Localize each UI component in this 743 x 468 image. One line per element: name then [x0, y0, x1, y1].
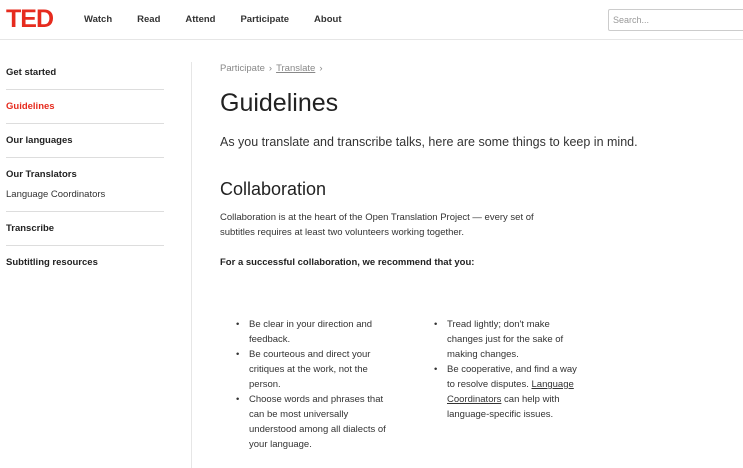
sidebar-item-transcribe[interactable] [6, 212, 164, 246]
sidebar-item-label: Get started [6, 67, 57, 78]
list-item-text: Be cooperative, and find a way to resolve disputes. [447, 364, 577, 390]
sidebar-item-label: Subtitling resources [6, 257, 98, 268]
section-title-collaboration: Collaboration [220, 179, 327, 199]
list-item-text: can help with language-specific issues. [447, 394, 560, 420]
sidebar-item-our-translators[interactable] [6, 158, 164, 212]
breadcrumb [220, 62, 720, 76]
breadcrumb-translate[interactable]: Translate [276, 63, 316, 74]
sidebar [6, 56, 164, 279]
sidebar-item-guidelines[interactable] [6, 90, 164, 124]
nav-read[interactable]: Read [137, 14, 161, 25]
main-nav [84, 14, 366, 26]
recommendation-lead: For a successful collaboration, we recommend that you: [220, 257, 475, 268]
nav-watch[interactable]: Watch [84, 14, 113, 25]
sidebar-item-label: Our languages [6, 135, 73, 146]
sidebar-item-subtitling-resources[interactable] [6, 246, 164, 279]
sidebar-item-get-started[interactable] [6, 56, 164, 90]
sidebar-item-label: Our Translators [6, 169, 77, 180]
sidebar-item-label: Guidelines [6, 101, 55, 112]
breadcrumb-separator: › [319, 63, 323, 74]
nav-attend[interactable]: Attend [185, 14, 216, 25]
sidebar-subitem-language-coordinators[interactable]: Language Coordinators [6, 189, 106, 200]
search-input[interactable] [608, 9, 743, 31]
sidebar-item-our-languages[interactable] [6, 124, 164, 158]
sidebar-item-label: Transcribe [6, 223, 55, 234]
list-item: • Choose words and phrases that can be most universally understood among all dialects of your language. [236, 392, 386, 452]
intro-text: As you translate and transcribe talks, here are some things to keep in mind. [220, 135, 638, 149]
language-coordinators-link[interactable]: Language Coordinators [447, 379, 574, 405]
collaboration-paragraph: Collaboration is at the heart of the Open Translation Project — every set of subtitles requires at least two volunteers working together. [220, 212, 534, 238]
list-item: • Be clear in your direction and feedback. [236, 317, 386, 347]
breadcrumb-separator: › [268, 63, 273, 74]
recommendations [236, 317, 632, 452]
list-item [434, 362, 584, 422]
recommendations-left-column [236, 317, 386, 452]
list-item: • Tread lightly; don't make changes just for the sake of making changes. [434, 317, 584, 362]
main-content [220, 62, 720, 270]
recommendations-right-column [434, 317, 584, 452]
page-title: Guidelines [220, 89, 339, 117]
list-item: • Be courteous and direct your critiques at the work, not the person. [236, 347, 386, 392]
nav-about[interactable]: About [314, 14, 342, 25]
sidebar-divider [191, 62, 192, 468]
site-header [0, 0, 743, 40]
nav-participate[interactable]: Participate [240, 14, 290, 25]
breadcrumb-participate[interactable]: Participate [220, 63, 265, 74]
ted-logo[interactable]: TED [6, 5, 53, 33]
